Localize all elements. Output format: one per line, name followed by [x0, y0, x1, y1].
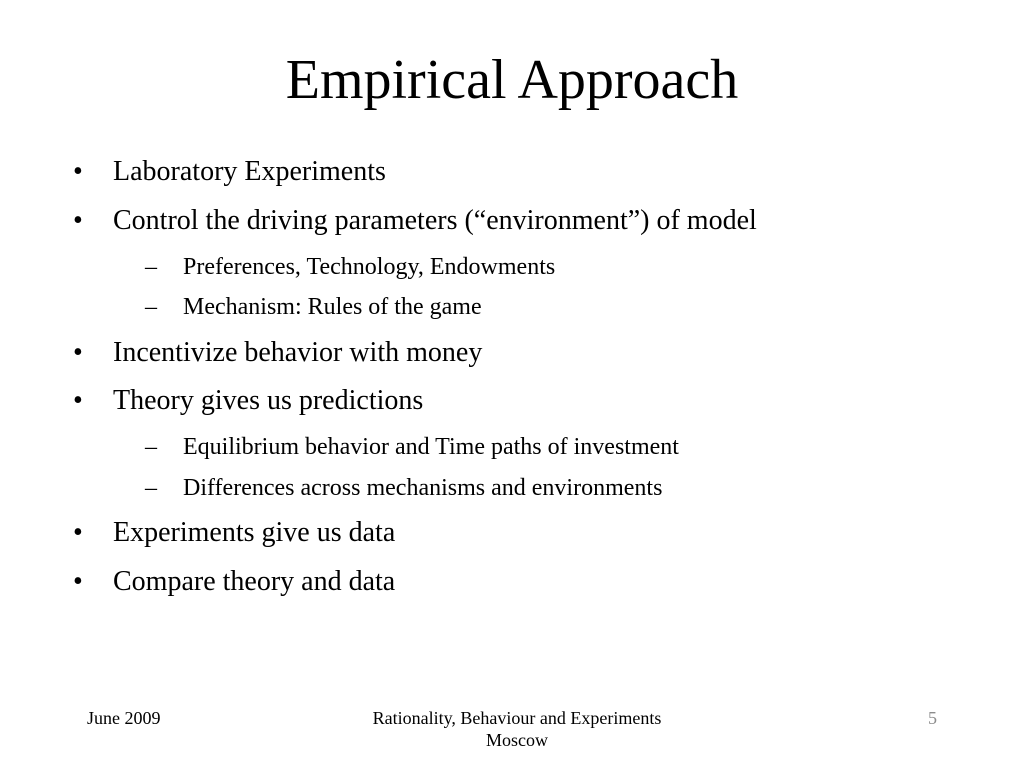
bullet-item	[73, 204, 757, 238]
bullet-text: Laboratory Experiments	[113, 156, 386, 187]
bullet-text: Incentivize behavior with money	[113, 337, 483, 368]
bullet-marker: •	[73, 205, 83, 236]
sub-bullet-item	[145, 292, 482, 322]
footer-presentation-info	[312, 707, 722, 751]
slide-number: 5	[928, 708, 937, 728]
bullet-item	[73, 516, 396, 550]
bullet-item	[73, 565, 396, 599]
bullet-marker: •	[73, 385, 83, 416]
slide-title: Empirical Approach	[285, 49, 739, 111]
dash-marker: –	[145, 254, 157, 280]
bullet-text: Theory gives us predictions	[113, 385, 424, 416]
bullet-marker: •	[73, 566, 83, 597]
bullet-text: Compare theory and data	[113, 566, 396, 597]
sub-bullet-item	[145, 252, 556, 282]
bullet-marker: •	[73, 156, 83, 187]
bullet-item	[73, 155, 386, 189]
bullet-item	[73, 336, 483, 370]
sub-bullet-text: Differences across mechanisms and environments	[183, 475, 663, 501]
dash-marker: –	[145, 475, 157, 501]
dash-marker: –	[145, 294, 157, 320]
sub-bullet-text: Preferences, Technology, Endowments	[183, 254, 556, 280]
sub-bullet-text: Equilibrium behavior and Time paths of investment	[183, 434, 679, 460]
footer-date: June 2009	[87, 708, 161, 728]
bullet-item	[73, 384, 424, 418]
footer-presentation-title: Rationality, Behaviour and Experiments	[372, 708, 662, 728]
bullet-marker: •	[73, 337, 83, 368]
dash-marker: –	[145, 434, 157, 460]
sub-bullet-item	[145, 473, 663, 503]
bullet-text: Experiments give us data	[113, 517, 396, 548]
sub-bullet-text: Mechanism: Rules of the game	[183, 294, 482, 320]
bullet-marker: •	[73, 517, 83, 548]
sub-bullet-item	[145, 432, 679, 462]
footer-location: Moscow	[486, 730, 548, 750]
bullet-text: Control the driving parameters (“environment”) of model	[113, 205, 757, 236]
